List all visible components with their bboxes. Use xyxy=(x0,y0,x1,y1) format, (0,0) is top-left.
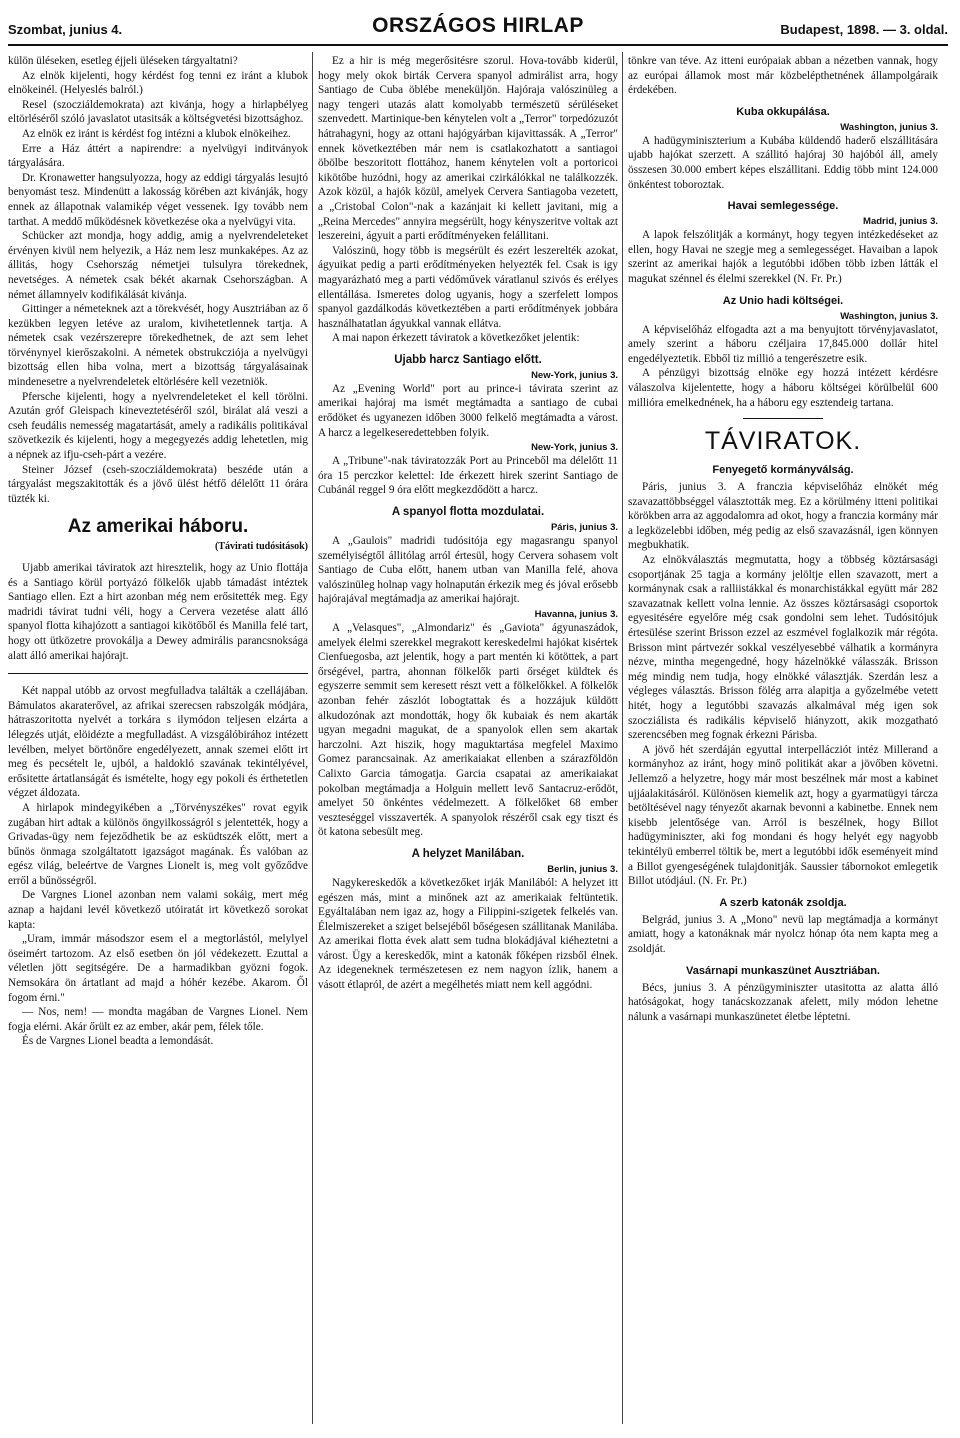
issue-date: Szombat, junius 4. xyxy=(8,22,123,37)
paragraph: A lapok felszólitják a kormányt, hogy tegyen intézkedéseket az ellen, hogy Havai ne szegje meg a semlegességet. Havaiban a lapok szerint az amerikai hajók a legutóbbi időben több izben látták el magukat szénnel és élelmi szerekkel (N. Fr. Pr.) xyxy=(628,229,938,285)
column-3 xyxy=(628,54,938,1024)
article-headline: Az amerikai háboru. xyxy=(67,516,249,538)
section-divider xyxy=(743,418,823,419)
paragraph: Pfersche kijelenti, hogy a nyelvrendeleteket el kell törölni. Azután gróf Gleispach kineveztetéséről szól, birálat alá veszi a cseh feudális nemesség magatartását, amely a radikális politikával szövetkezik és kijelenti, hogy a megegyezés addig lehetetlen, mig a népnek az ifju-cseh-párt a vezére. xyxy=(8,390,308,462)
paragraph: És de Vargnes Lionel beadta a lemondását. xyxy=(22,1035,214,1048)
section-heading: A szerb katonák zsoldja. xyxy=(719,896,847,909)
paragraph: Schücker azt mondja, hogy addig, amig a nyelvrendeleteket érvényen kivül nem helyezik, a Ház nem lesz munkaképes. Az az állitás, hogy Csehország németjei tulsulyra törekednek, nevetséges. A németek csak békét akarnak Csehországban. A német államnyelv kodifikálását kivánja. xyxy=(8,230,308,301)
dateline: Havanna, junius 3. xyxy=(534,609,618,620)
dateline: Páris, junius 3. xyxy=(550,522,618,534)
article-source: (Távirati tudósitások) xyxy=(214,541,308,553)
column-divider xyxy=(312,52,313,1424)
paragraph: A jövő hét szerdáján egyuttal interpellácziót intéz Millerand a kormányhoz az iránt, hogy minő politikát akar a jövőben követni. Jellemző a helyzetre, hogy már most beszélnek már most a kabinet ujjáalakitásáról. Különösen kiemelik azt, hogy a gyarmatügyi tárcza betöltésével nagy tényezőt akarnak bevonni a kabinetbe. Ennek nem kisebb jelentősége van. Arról is beszélnek, hogy Billot hadügyminiszter, aki fog mondani és hogy helyét egy nagyobb tekintélyü emberrel töltik be, mert a legutóbbi idők eseményeit mind a Billot gyengeségének tulajdonitják. Saussier tábornokot emlegetik Billot utódjául. (N. Fr. Pr.) xyxy=(628,743,938,888)
paragraph: Ez a hir is még megerősitésre szorul. Hova-tovább kiderül, hogy mely okok birták Cervera spanyol admirálist arra, hogy Santiago de Cuba öblébe meneküljön. Hajóraja valószinüleg a nagy tengeri utazás alatt komolyabb természetü sérüléseket szenvedett. Martinique-ben kénytelen volt a „Terror" torpedózuzót hátrahagyni, hogy az ottani hajógyárban kijavittassák. A „Terror" ennek következtében már nem is csatlakozhatott a santiagoi öbölbe beszoritott flottához, hanem kénytelen volt a portoricoi kikötőbe huzódni, hogy az amerikai czirkálókkal ne találkozzék. Azok közül, a hajók közül, amelyek Cervera Santiagoba vezetett, a „Cristobal Colon"-nak a kazánjait ki kellett javitani, mig a „Reina Mercedes" annyira megsérült, hogy kényszeritve voltak azt leszereini, ágyuit a parti erődítményeken felállitani. xyxy=(318,55,618,243)
paragraph: Ujabb amerikai táviratok azt hiresztelik, hogy az Unio flottája és a Santiago körül portyázó fölkelők ujabb támadást intéztek Santiago ellen. Ezt a hirt azonban még nem erősitették meg. Egy madridi távirat tudni véli, hogy a Cervera vezetése alatt álló spanyol flotta kihajózott a santiagoi kikötőből és Manilla felé tart, hogy ott ütközetre provokálja a Dewey admirális parancsnoksága alatt álló amerikai hajórajt. xyxy=(8,562,308,662)
paragraph: A pénzügyi bizottság elnöke egy hozzá intézett kérdésre válaszolva kijelentette, hogy a háboru költségei körülbelül 600 millióra emelkednének, ha a háboru egy esztendeig tartana. xyxy=(628,367,938,409)
column-divider xyxy=(622,52,623,1424)
paragraph: Az „Evening World" port au prince-i távirata szerint az amerikai hajóraj ma ismét megtámadta a santiago de cubai erődöket és ugyanezen időben 3000 felkelő megtámadta a várost. A harcz a legelkeseredettebben folyik. xyxy=(318,382,618,439)
masthead xyxy=(8,10,948,46)
section-heading: Havai semlegessége. xyxy=(727,200,839,213)
section-divider xyxy=(8,673,308,674)
paragraph: Valószinü, hogy több is megsérült és ezért leszerelték azokat, ágyuikat pedig a parti erődítményeken helyezték fel. Csak is igy magyarázható meg a parti védőművek váratlanul szivós és erélyes ellentállása. Ismeretes dolog ugyanis, hogy a szerfelett lompos spanyol gazdálkodás következtében a parti erődítmények jobbára használhatatlan ágyukkal vannak ellátva. xyxy=(318,244,618,330)
paragraph: A „Tribune"-nak táviratozzák Port au Princeből ma délelőtt 11 óra 15 perczkor kelettel: Ide érkezett hirek szerint Santiago de Cubánál reggel 9 óra előtt megkezdődött a harcz. xyxy=(318,455,618,497)
paragraph: Az elnök ez iránt is kérdést fog intézni a klubok elnökeihez. xyxy=(22,127,291,140)
paragraph: Páris, junius 3. A franczia képviselőház elnökét még szavazattöbbséggel választották meg. Ez a körülmény itteni politikai körökben arra az aggodalomra ad okot, hogy a franczia kormány már a legközelebbi időben, még pedig az első szavazásnál, igen könnyen megbukhatik. xyxy=(628,481,938,552)
paragraph: A hadügyminiszterium a Kubába küldendő haderő elszállitására ujabb hajókat szerzett. A szállitó hajóraj 30 hajóból áll, amely összesen 30.000 embert képes elszállitani. Eddig több mint 124.000 önkéntest toboroztak. xyxy=(628,134,938,191)
paragraph: A képviselőház elfogadta azt a ma benyujtott törvényjavaslatot, amely szerint a háboru czéljaira 17,845.000 dollár hitel engedélyeztetik. Ebből tiz millió a tengerészetre esik. xyxy=(628,323,938,365)
dateline: Berlin, junius 3. xyxy=(547,863,618,875)
paragraph: „Uram, immár másodszor esem el a megtorlástól, melylyel öseimért tartozom. Az első esetben ön jól védekezett. Ezuttal a véletlen jött segitségére. De a harmadikban gyözni fogok. Nemsokára ön ártatlant ad majd a hóhér kezébe. Akarom. Ől fogom érni." xyxy=(8,933,308,1004)
paragraph: külön üléseken, esetleg éjjeli üléseken tárgyaltatni? xyxy=(8,55,238,67)
paragraph: — Nos, nem! — mondta magában de Vargnes Lionel. Nem fogja elérni. Akár őrült ez az ember, akár pem, félek tőle. xyxy=(8,1006,308,1033)
paragraph: Steiner József (cseh-szocziáldemokrata) beszéde után a tárgyalást megszakitották és a jövő ülést hétfő délelőtt 11 órára tüzték ki. xyxy=(8,463,308,505)
section-heading: Fenyegető kormányválság. xyxy=(712,464,854,477)
column-1 xyxy=(8,54,308,1049)
section-title-taviratok: TÁVIRATOK. xyxy=(704,427,862,456)
paragraph: Az elnökválasztás megmutatta, hogy a többség köztársasági csoportjának 25 tagja a kormány jelöltje ellen szavazott, mert a kormánynak csak a ralliistákkal és monarchistákkal együtt már 282 szavazatnak kellett volna lennie. Az összes köztársasági csoportok egyesitésére egyelőre még csak gondolni sem lehet. Tudósitójuk értesülése szerint Brisson ezzel az eszmével foglalkozik már régóta. Brisson mint pártvezér sokkal veszélyesebbé válhatik a kormányra nézve, mintha megengedné, hogy házelnökké válasszák. Brisson még mindig nem tudja, hogy elnökké választják. Szerdán lesz a végleges választás. Brisson fölég arra alapitja a győzelmébe vetett hitét, hogy a legutóbbi szavazás alkalmával még igen sok szocziálista és radikális képviselő hiányzott, akik mozgatható szerencsében meg fognak érkezni Párisba. xyxy=(628,554,938,742)
paragraph: Gittinger a németeknek azt a törekvését, hogy Ausztriában az ő kezükben legyen letéve az uralom, kivihetetlennek tartja. A németek csak vezérszerepre törekedhetnek, de azt sem lehet törvénynyel kierőszakolni. A németek obstrukcziója a nyelvügyi bizottság ellen hiba volna, mert a bizottság tárgyalásainak mindenesetre a nyelvrendeletek eltörlésére kell vezetniök. xyxy=(8,303,308,389)
dateline: New-York, junius 3. xyxy=(531,369,618,381)
dateline: Madrid, junius 3. xyxy=(863,216,938,228)
section-heading: Ujabb harcz Santiago előtt. xyxy=(394,353,542,366)
section-heading: Az Unio hadi költségei. xyxy=(722,294,844,307)
section-heading: A helyzet Manilában. xyxy=(411,847,525,860)
paragraph: Resel (szocziáldemokrata) azt kivánja, hogy a hirlapbélyeg eltörléséről szóló javaslatot utasitsák a költségvetési bizottsághoz. xyxy=(8,98,308,126)
section-heading: Vasárnapi munkaszünet Ausztriában. xyxy=(686,964,880,977)
paragraph: Belgrád, junius 3. A „Mono" nevü lap megtámadja a kormányt amiatt, hogy a katonáknak már nyolcz hónap óta nem kapta meg a zsoldját. xyxy=(628,913,938,955)
column-2 xyxy=(318,54,618,993)
dateline: Washington, junius 3. xyxy=(840,121,938,133)
newspaper-title: ORSZÁGOS HIRLAP xyxy=(372,14,584,37)
section-heading: A spanyol flotta mozdulatai. xyxy=(391,506,545,519)
page-date-number: Budapest, 1898. — 3. oldal. xyxy=(780,22,948,37)
paragraph: Bécs, junius 3. A pénzügyminiszter utasitotta az alatta álló hatóságokat, hogy tanácskozzanak afelett, mily módon lehetne nálunk a vasárnapi munkaszünetet életbe léptetni. xyxy=(628,981,938,1023)
paragraph: Erre a Ház áttért a napirendre: a nyelvügyi inditványok tárgyalására. xyxy=(8,142,308,170)
section-heading: Kuba okkupálása. xyxy=(736,105,830,118)
paragraph: Nagykereskedők a következőket irják Manilából: A helyzet itt egészen más, mint a minőnek azt az amerikaiak feltüntetik. Egyáltalában nem igaz az, hogy a Filippini-szigetek felkelés van. Élelmiszereket a sziget belsejéből bőségesen szállitanak Manilába. Az amerikai flotta évek alatt sem tudna blokádjával kiéheztetni a várost. Ügy a kereskedők, mint a katonák főképen rizsből élnek. Az idegeneknek természetesen ez nem nagyon ízlik, hanem a vásott étlapról, de azért a megélhetés miatt nem kell aggódni. xyxy=(318,876,618,992)
dateline: New-York, junius 3. xyxy=(531,442,618,454)
paragraph: A mai napon érkezett táviratok a következőket jelentik: xyxy=(332,332,580,345)
paragraph: A „Gaulois" madridi tudósitója egy magasrangu spanyol személyiségtől állitólag arról értesül, hogy Cervera sohasem volt Santiago de Cuba előtt, hanem utban van Manilla felé, ahova valószinüleg holnap vagy holnapután érkezik meg és jóval erősebb hajórajával megtámadja az amerikai hajórajt. xyxy=(318,535,618,606)
dateline: Washington, junius 3. xyxy=(840,310,938,322)
paragraph: De Vargnes Lionel azonban nem valami sokáig, mert még aznap a hajdani levél következő utóiratát irt következő sorokat kapta: xyxy=(8,889,308,931)
paragraph: A „Velasques", „Almondariz" és „Gaviota" ágyunaszádok, amelyek élelmi szerekkel megrakott kereskedelmi hajókat kisértek Cienfuegosba, azt jelentik, hogy a part mentén ki kötöttek, a part őrségével, partra, ahonnan fölkelők parti őrséget küldtek és egyszerre semmit sem keresett részt vett a fölkelőkkel. A fölkelők azonban fehér zászlót lobogtattak és a hozzájuk küldött alkudozónak azt mondották, hogy ők kubaiak és nem akarták ugyan megadni magukat, de a spanyolok ellen sem akartak harczolni. Azt hiszik, hogy maguktartása megfelel Maximo Gomez parancsainak. Az amerikaiakat ellenben a szárazföldön Calixto Garcia támogatja. Garcia csapatai az amerikaiakat pokolban megtámadja a Holguin mellett levő Santacruz-erődöt, amelyet 50 önkéntes védelmezett. A fölkelőket 68 ember veszteséggel visszaverték. A spanyolok részéről csak egy tiszt és öt katona sebesült meg. xyxy=(318,622,618,839)
paragraph: Dr. Kronawetter hangsulyozza, hogy az eddigi tárgyalás lesujtó benyomást tesz. Mindenütt a lakosság körében azt kivánják, hogy ennek az állapotnak valamikép véget vessenek. Igy tovább nem tarthat. A meddő működésnek következése oka a nyelvügyi vita. xyxy=(8,171,308,228)
paragraph: tönkre van téve. Az itteni európaiak abban a nézetben vannak, hogy az európai államok most már közbelépthetnének állampolgáraik érdekében. xyxy=(628,55,938,97)
paragraph: A hirlapok mindegyikében a „Törvényszékes" rovat egyik zugában hirt adtak a különös öngyilkosságról s jelentették, hogy a Grivadas-ügy nem fejeződhetik be az esküdtszék előtt, mert a bűnös önmaga szolgáltatott igazságot magának. És valóban az egész világ, beleértve de Vargnes Lionelt is, meg volt győződve erről a bűnösségről. xyxy=(8,801,308,887)
paragraph: Két nappal utóbb az orvost megfulladva találták a czellájában. Bámulatos akaraterővel, az afrikai szerecsen rabszolgák módjára, hátraszoritotta nyelvét a torkára s ilymódon teljesen elzárta a lélegzés utját, elöidézte a megfulladást. A vizsgálóbirához intézett levélben, melyet börtönőre engedélyezett, annak szemei előtt irt meg és pecsételt le, ujból, a haldokló szavának tekintélyével, erősitette ártatlanságát és ismételte, hogy egy pokoli és érthetetlen végzet áldozata. xyxy=(8,685,308,800)
paragraph: Az elnök kijelenti, hogy kérdést fog tenni ez iránt a klubok elnökeinél. (Helyeslés balról.) xyxy=(8,69,308,97)
